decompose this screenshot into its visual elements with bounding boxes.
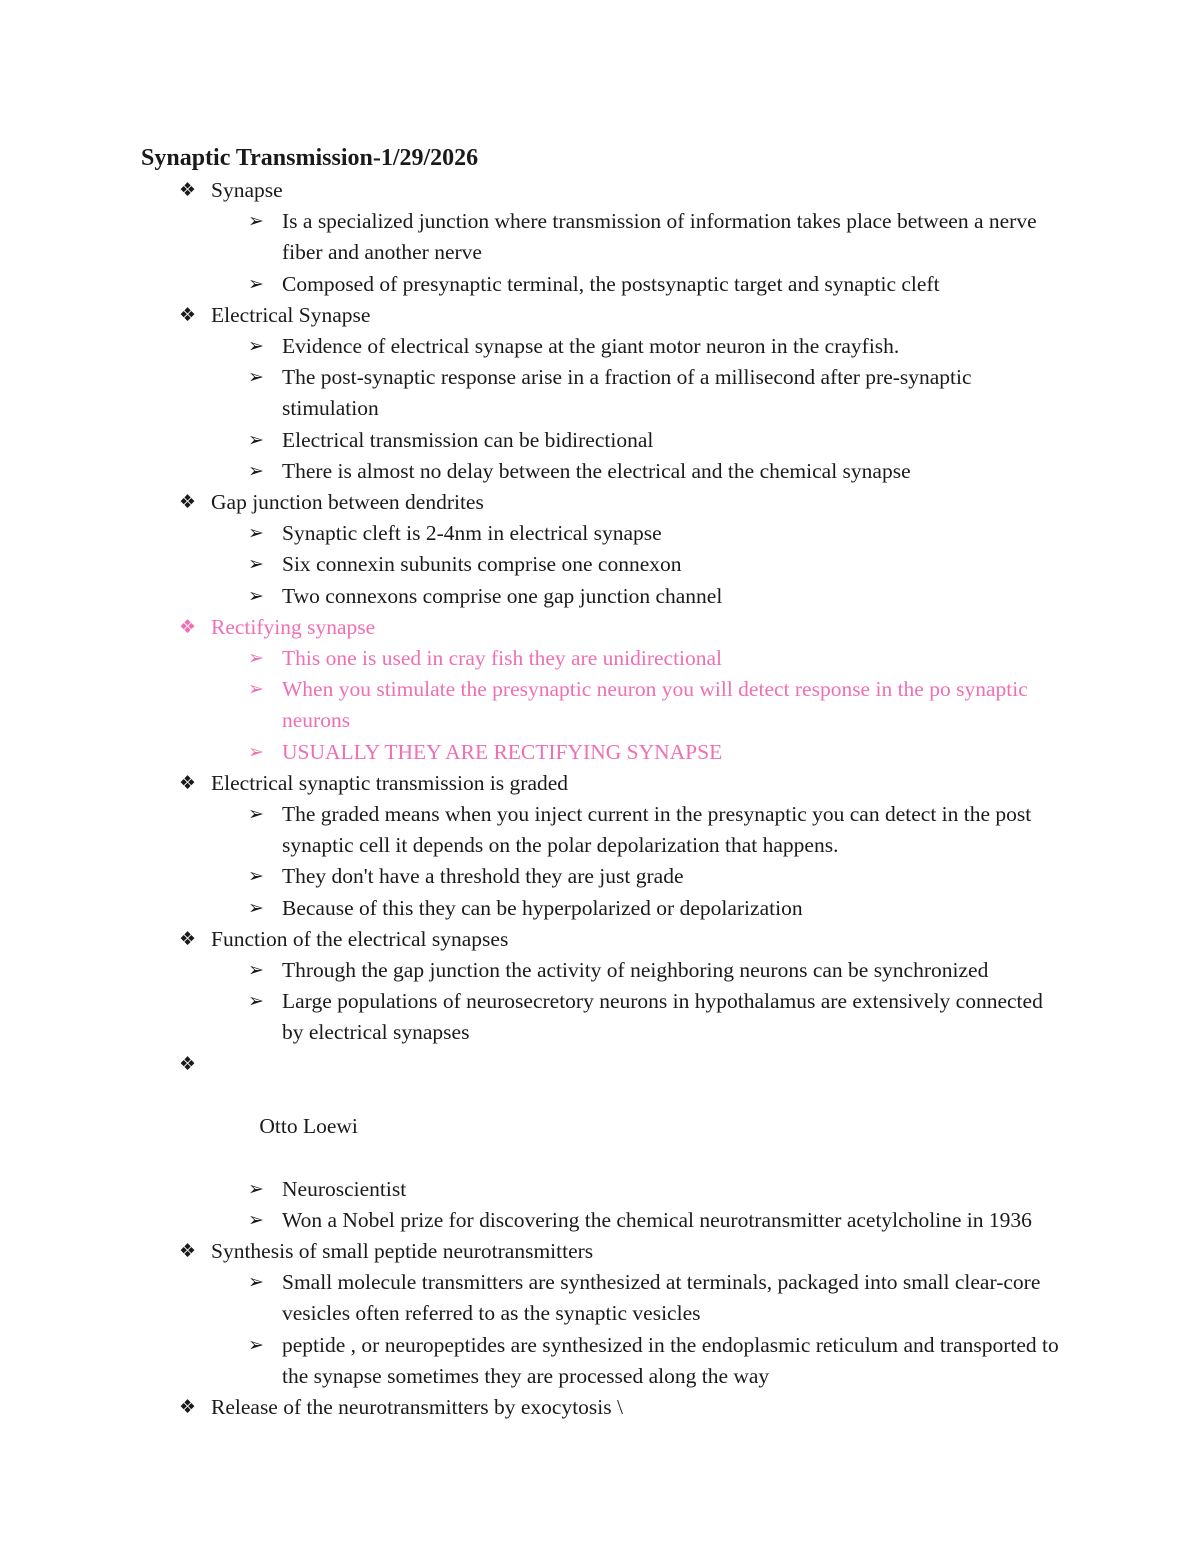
sub-point-text: This one is used in cray fish they are unidirectional (282, 646, 723, 671)
arrowhead-bullet-icon: ➢ (248, 959, 264, 982)
topic-label: Electrical synaptic transmission is graded (211, 770, 569, 795)
arrowhead-bullet-icon: ➢ (248, 1208, 264, 1231)
sub-point-text: The post-synaptic response arise in a fraction of a millisecond after pre-synaptic stimulation (282, 365, 972, 421)
sub-point (0, 986, 1200, 1048)
page-title: Synaptic Transmission-1/29/2026 (141, 145, 479, 171)
sub-point-text: USUALLY THEY ARE RECTIFYING SYNAPSE (282, 739, 723, 764)
sub-point-text: Won a Nobel prize for discovering the chemical neurotransmitter acetylcholine in 1936 (282, 1207, 1032, 1232)
sub-point (0, 518, 1200, 549)
diamond-bullet-icon: ❖ (179, 927, 197, 950)
sub-point-list (0, 799, 1200, 924)
diamond-bullet-icon: ❖ (179, 179, 197, 201)
sub-point (0, 425, 1200, 456)
arrowhead-bullet-icon: ➢ (248, 584, 264, 607)
arrowhead-bullet-icon: ➢ (248, 1271, 264, 1294)
notes-outline (0, 175, 1200, 1423)
sub-point (0, 456, 1200, 487)
sub-point-text: Neuroscientist (282, 1176, 407, 1201)
topic-item (0, 487, 1200, 612)
arrowhead-bullet-icon: ➢ (248, 803, 264, 826)
arrowhead-bullet-icon: ➢ (248, 210, 264, 233)
sub-point-text: Small molecule transmitters are synthesized at terminals, packaged into small clear-core vesicles often referred to as the synaptic vesicles (282, 1270, 1041, 1326)
diamond-bullet-icon: ❖ (179, 615, 197, 638)
sub-point (0, 269, 1200, 300)
topic-item (0, 1049, 1200, 1236)
arrowhead-bullet-icon: ➢ (248, 522, 264, 545)
arrowhead-bullet-icon: ➢ (248, 553, 264, 576)
sub-point (0, 1205, 1200, 1236)
sub-point-text: Six connexin subunits comprise one connexon (282, 552, 682, 577)
topic-item (0, 768, 1200, 924)
arrowhead-bullet-icon: ➢ (248, 428, 264, 451)
arrowhead-bullet-icon: ➢ (248, 1333, 264, 1356)
arrowhead-bullet-icon: ➢ (248, 366, 264, 389)
sub-point-list (0, 955, 1200, 1049)
diamond-bullet-icon: ❖ (179, 303, 197, 326)
topic-label: Otto Loewi (254, 1114, 358, 1139)
topic-item-highlighted (0, 612, 1200, 768)
arrowhead-bullet-icon: ➢ (248, 1177, 264, 1200)
topic-label: Gap junction between dendrites (211, 490, 484, 515)
diamond-bullet-icon: ❖ (179, 1395, 197, 1418)
sub-point-text: When you stimulate the presynaptic neuron you will detect response in the po synaptic neurons (282, 677, 1028, 733)
topic-label: Synapse (211, 178, 283, 202)
topic-item (0, 175, 1200, 300)
diamond-bullet-icon: ❖ (179, 771, 197, 794)
topic-item (0, 300, 1200, 487)
sub-point-text: Evidence of electrical synapse at the giant motor neuron in the crayfish. (282, 334, 900, 359)
topic-label: Function of the electrical synapses (211, 926, 509, 951)
sub-point-list (0, 1267, 1200, 1392)
topic-label: Electrical Synapse (211, 302, 371, 327)
sub-point (0, 955, 1200, 986)
sub-point (0, 674, 1200, 736)
sub-point-text: There is almost no delay between the electrical and the chemical synapse (282, 458, 911, 483)
diamond-bullet-icon: ❖ (179, 1239, 197, 1262)
sub-point-list (0, 331, 1200, 487)
sub-point (0, 799, 1200, 861)
sub-point-text: Large populations of neurosecretory neurons in hypothalamus are extensively connected by electrical synapses (282, 989, 1043, 1045)
sub-point-text: Is a specialized junction where transmission of information takes place between a nerve fiber and another nerve (282, 209, 1037, 265)
sub-point (0, 893, 1200, 924)
sub-point-text: Two connexons comprise one gap junction channel (282, 583, 723, 608)
sub-point (0, 206, 1200, 268)
topic-item (0, 1236, 1200, 1392)
sub-point (0, 861, 1200, 892)
arrowhead-bullet-icon: ➢ (248, 272, 264, 295)
arrowhead-bullet-icon: ➢ (248, 740, 264, 763)
sub-point-text: The graded means when you inject current in the presynaptic you can detect in the post synaptic cell it depends on the polar depolarization that happens. (282, 802, 1032, 858)
sub-point (0, 549, 1200, 580)
arrowhead-bullet-icon: ➢ (248, 459, 264, 482)
sub-point (0, 1330, 1200, 1392)
sub-point (0, 331, 1200, 362)
topic-label: Synthesis of small peptide neurotransmitters (211, 1238, 594, 1263)
sub-point (0, 581, 1200, 612)
sub-point (0, 362, 1200, 424)
sub-point (0, 643, 1200, 674)
diamond-bullet-icon: ❖ (179, 491, 197, 514)
sub-point-text: Because of this they can be hyperpolarized or depolarization (282, 895, 803, 920)
arrowhead-bullet-icon: ➢ (248, 990, 264, 1013)
topic-label: Release of the neurotransmitters by exocytosis \ (211, 1394, 623, 1419)
sub-point-list (0, 518, 1200, 612)
topic-item (0, 1392, 1200, 1423)
sub-point-list (0, 206, 1200, 300)
sub-point-text: Electrical transmission can be bidirectional (282, 427, 654, 452)
sub-point-text: peptide , or neuropeptides are synthesized in the endoplasmic reticulum and transported to the synapse sometimes they are processed along the way (282, 1332, 1059, 1388)
sub-point-list (0, 1174, 1200, 1236)
sub-point (0, 737, 1200, 768)
sub-point-text: Composed of presynaptic terminal, the postsynaptic target and synaptic cleft (282, 271, 940, 296)
sub-point-list (0, 643, 1200, 768)
topic-item (0, 924, 1200, 1049)
arrowhead-bullet-icon: ➢ (248, 865, 264, 888)
diamond-bullet-icon: ❖ (179, 1052, 197, 1075)
sub-point (0, 1174, 1200, 1205)
sub-point (0, 1267, 1200, 1329)
arrowhead-bullet-icon: ➢ (248, 335, 264, 358)
arrowhead-bullet-icon: ➢ (248, 678, 264, 701)
sub-point-text: Through the gap junction the activity of neighboring neurons can be synchronized (282, 958, 989, 983)
arrowhead-bullet-icon: ➢ (248, 647, 264, 670)
topic-label: Rectifying synapse (211, 614, 376, 639)
arrowhead-bullet-icon: ➢ (248, 896, 264, 919)
sub-point-text: They don't have a threshold they are just grade (282, 864, 684, 889)
sub-point-text: Synaptic cleft is 2-4nm in electrical synapse (282, 521, 662, 546)
